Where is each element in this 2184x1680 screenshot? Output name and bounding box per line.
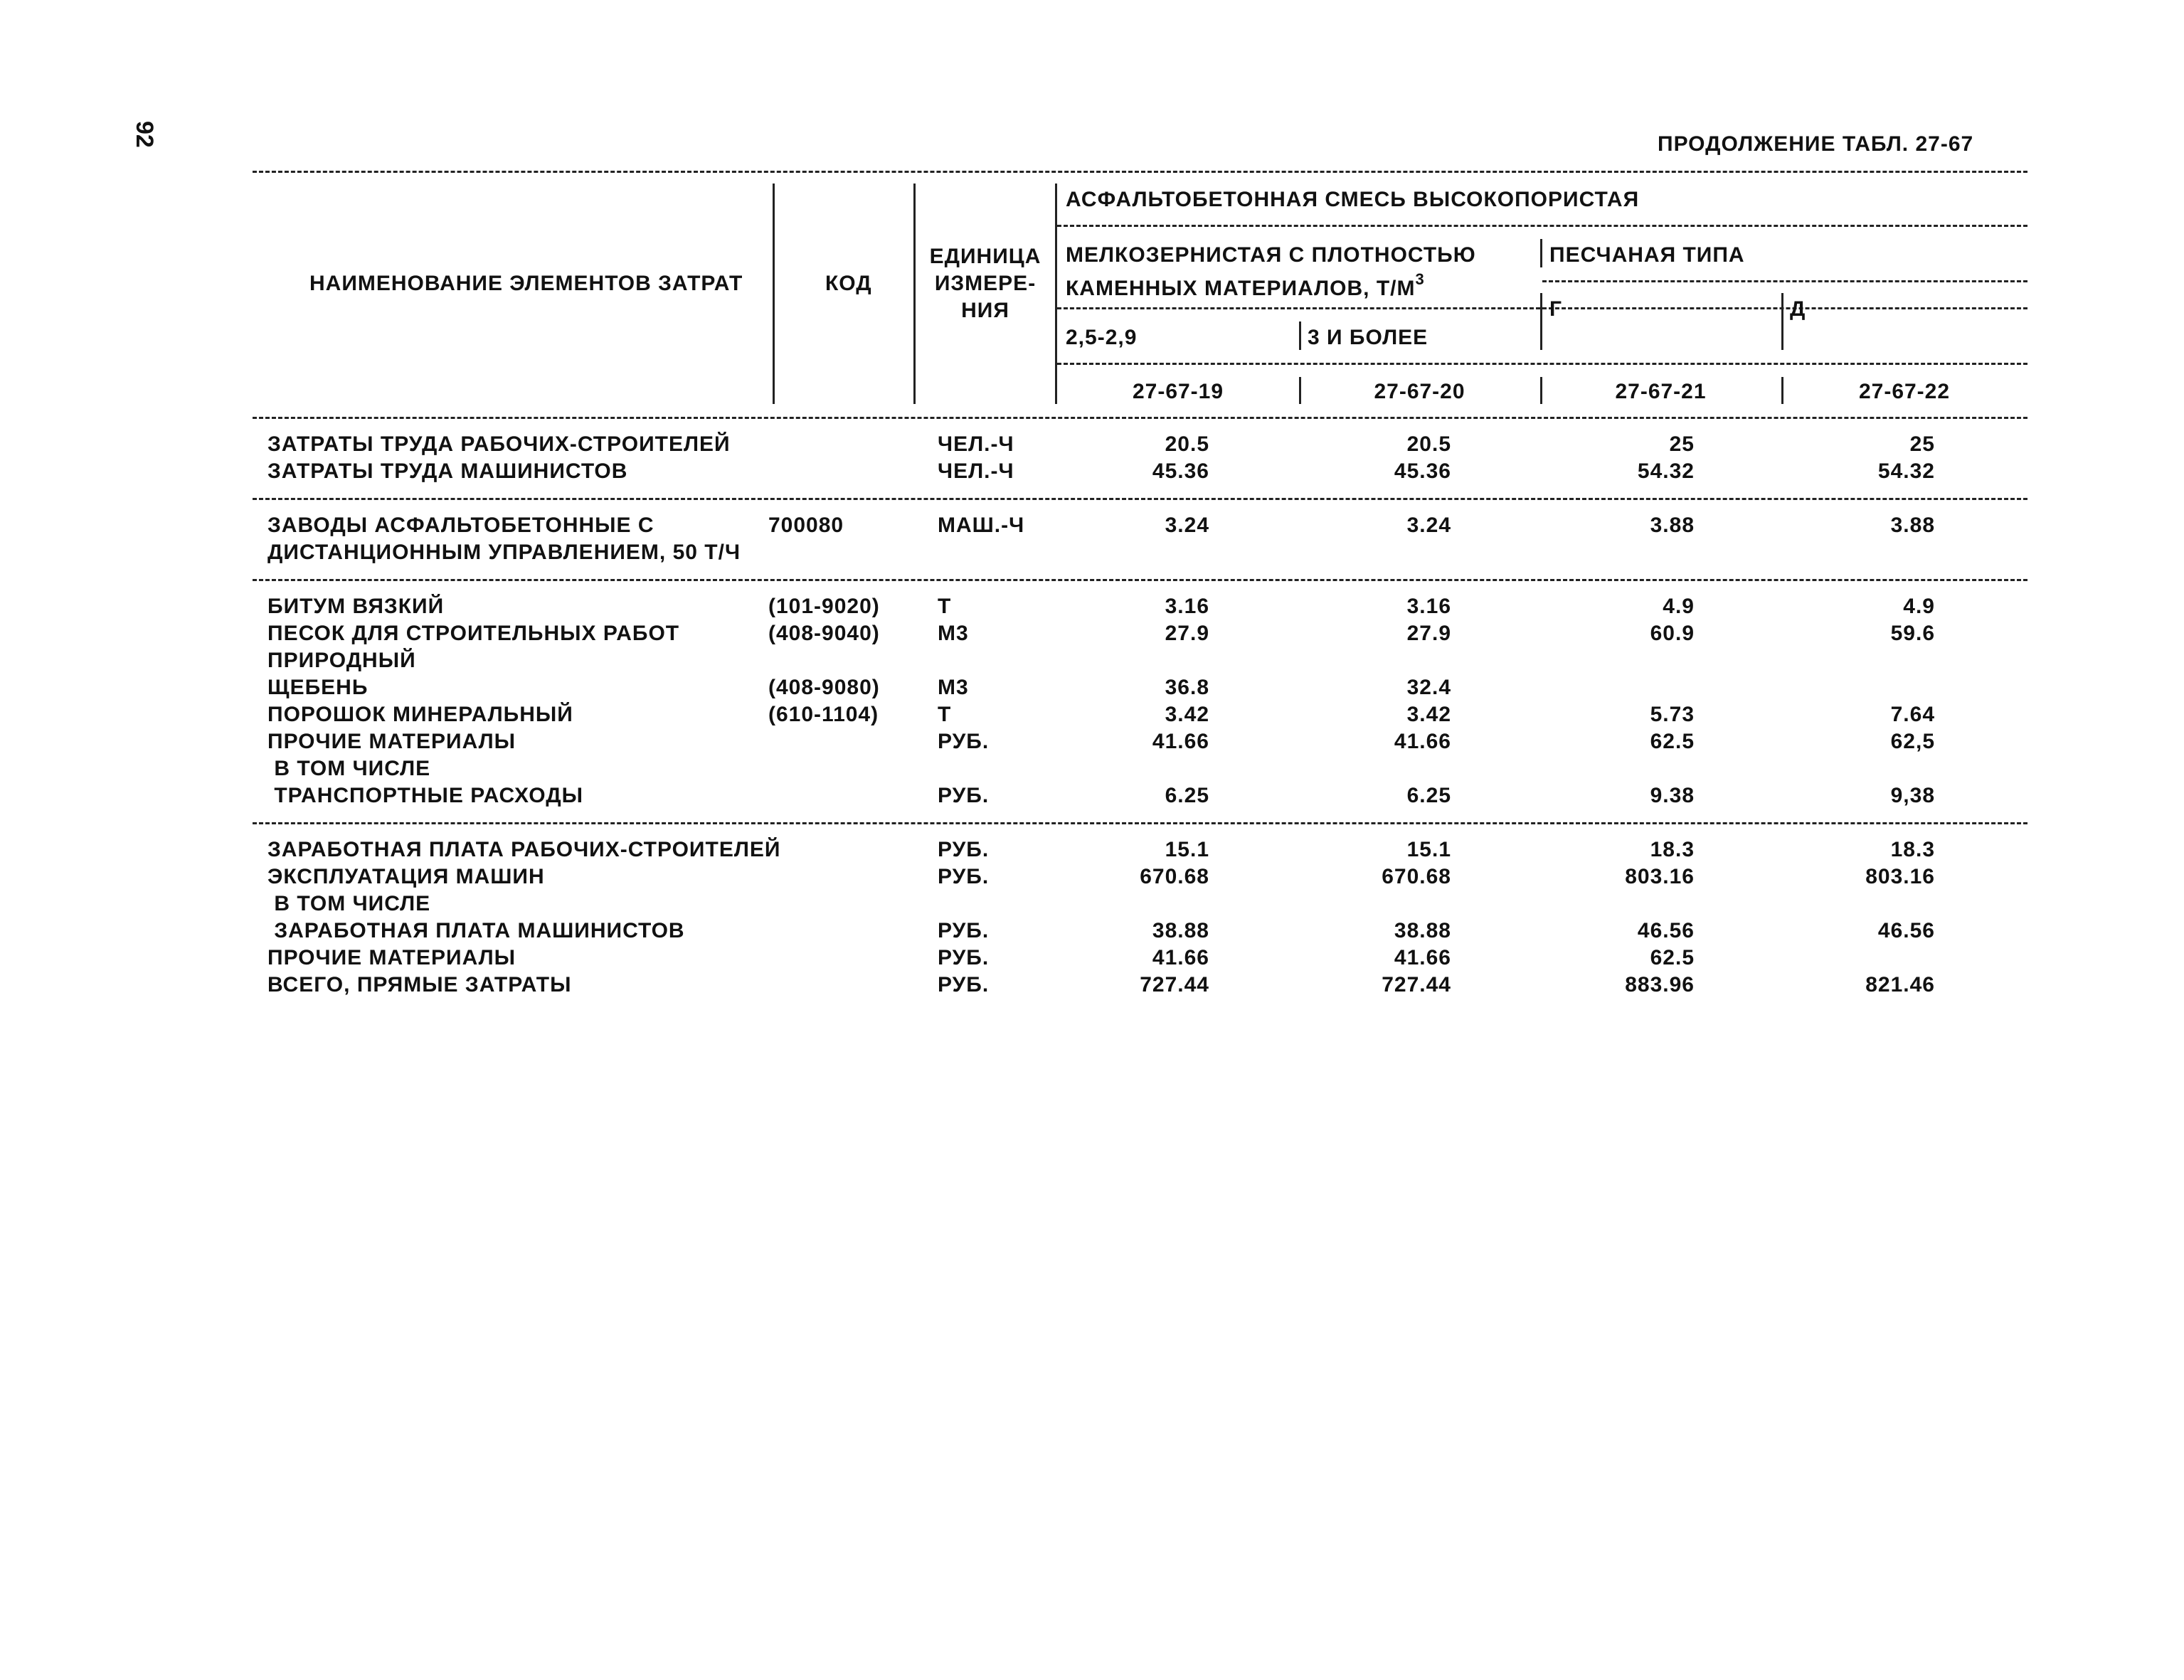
- value-cell: 18.3: [1650, 838, 1695, 861]
- cost-element-unit: РУБ.: [938, 919, 990, 942]
- cost-element-unit: Т: [938, 595, 952, 618]
- cost-element-name: БИТУМ ВЯЗКИЙ: [267, 595, 445, 618]
- value-cell: 4.9: [1663, 595, 1695, 618]
- header-name-column: НАИМЕНОВАНИЕ ЭЛЕМЕНТОВ ЗАТРАТ: [309, 272, 743, 295]
- value-cell: 821.46: [1865, 973, 1935, 996]
- header-separator: [1540, 239, 1542, 267]
- value-cell: 670.68: [1382, 865, 1451, 888]
- header-unit-line2: ИЗМЕРЕ-: [934, 272, 1037, 295]
- header-unit-line1: ЕДИНИЦА: [929, 245, 1041, 268]
- cost-element-name: В ТОМ ЧИСЛЕ: [267, 757, 431, 780]
- cost-element-name: ПРОЧИЕ МАТЕРИАЛЫ: [267, 730, 516, 753]
- value-cell: 45.36: [1152, 459, 1209, 483]
- value-cell: 54.32: [1637, 459, 1695, 483]
- value-cell: 59.6: [1890, 622, 1935, 645]
- header-unit-line3: НИЯ: [961, 299, 1009, 322]
- value-cell: 27.9: [1406, 622, 1451, 645]
- value-cell: 4.9: [1903, 595, 1935, 618]
- header-separator: [1781, 293, 1783, 350]
- value-cell: 15.1: [1165, 838, 1209, 861]
- value-cell: 38.88: [1394, 919, 1451, 942]
- value-cell: 54.32: [1877, 459, 1935, 483]
- value-cell: 3.16: [1165, 595, 1209, 618]
- header-code-column: КОД: [825, 272, 872, 295]
- cost-element-name: ЗАТРАТЫ ТРУДА МАШИНИСТОВ: [267, 459, 628, 483]
- value-cell: 25: [1909, 432, 1935, 456]
- value-cell: 3.24: [1165, 514, 1209, 537]
- cost-element-unit: РУБ.: [938, 946, 990, 969]
- cost-element-name: ПОРОШОК МИНЕРАЛЬНЫЙ: [267, 703, 573, 726]
- header-rule: [1542, 280, 2027, 282]
- cost-element-unit: МАШ.-Ч: [938, 514, 1025, 537]
- header-code-20: 27-67-20: [1374, 380, 1465, 403]
- value-cell: 20.5: [1165, 432, 1209, 456]
- value-cell: 9.38: [1650, 784, 1695, 807]
- cost-element-name: ЭКСПЛУАТАЦИЯ МАШИН: [267, 865, 545, 888]
- cost-element-name: ПРОЧИЕ МАТЕРИАЛЫ: [267, 946, 516, 969]
- value-cell: 18.3: [1890, 838, 1935, 861]
- cost-element-code: (101-9020): [768, 595, 880, 618]
- cost-element-name: ДИСТАНЦИОННЫМ УПРАВЛЕНИЕМ, 50 Т/Ч: [267, 541, 741, 564]
- header-code-19: 27-67-19: [1132, 380, 1224, 403]
- value-cell: 25: [1669, 432, 1695, 456]
- value-cell: 3.42: [1406, 703, 1451, 726]
- value-cell: 670.68: [1140, 865, 1209, 888]
- header-fine-line1: МЕЛКОЗЕРНИСТАЯ С ПЛОТНОСТЬЮ: [1066, 243, 1476, 267]
- value-cell: 41.66: [1394, 946, 1451, 969]
- value-cell: 60.9: [1650, 622, 1695, 645]
- value-cell: 3.24: [1406, 514, 1451, 537]
- header-rule: [1057, 307, 1540, 309]
- value-cell: 5.73: [1650, 703, 1695, 726]
- cost-element-name: ЗАТРАТЫ ТРУДА РАБОЧИХ-СТРОИТЕЛЕЙ: [267, 432, 731, 456]
- cost-element-unit: РУБ.: [938, 973, 990, 996]
- header-sub-b: 3 И БОЛЕЕ: [1308, 326, 1428, 349]
- header-rule: [1542, 307, 2027, 309]
- value-cell: 46.56: [1877, 919, 1935, 942]
- value-cell: 45.36: [1394, 459, 1451, 483]
- header-sub-d: Д: [1790, 297, 1806, 321]
- cost-element-unit: М3: [938, 676, 969, 699]
- value-cell: 6.25: [1165, 784, 1209, 807]
- cost-element-name: ПЕСОК ДЛЯ СТРОИТЕЛЬНЫХ РАБОТ: [267, 622, 680, 645]
- value-cell: 727.44: [1382, 973, 1451, 996]
- value-cell: 41.66: [1152, 946, 1209, 969]
- value-cell: 883.96: [1625, 973, 1695, 996]
- value-cell: 27.9: [1165, 622, 1209, 645]
- value-cell: 41.66: [1152, 730, 1209, 753]
- cost-element-code: (610-1104): [768, 703, 879, 726]
- section-rule: [253, 498, 2027, 500]
- header-code-21: 27-67-21: [1615, 380, 1707, 403]
- header-rule: [1057, 363, 2027, 365]
- cost-element-name: ЩЕБЕНЬ: [267, 676, 369, 699]
- header-sub-a: 2,5-2,9: [1066, 326, 1138, 349]
- cost-element-unit: Т: [938, 703, 952, 726]
- value-cell: 38.88: [1152, 919, 1209, 942]
- value-cell: 62,5: [1890, 730, 1935, 753]
- header-separator: [1299, 321, 1301, 350]
- header-mix-title: АСФАЛЬТОБЕТОННАЯ СМЕСЬ ВЫСОКОПОРИСТАЯ: [1066, 188, 1640, 211]
- cost-element-unit: М3: [938, 622, 969, 645]
- value-cell: 3.42: [1165, 703, 1209, 726]
- cost-element-code: (408-9080): [768, 676, 880, 699]
- value-cell: 6.25: [1406, 784, 1451, 807]
- cost-element-unit: ЧЕЛ.-Ч: [938, 459, 1014, 483]
- value-cell: 727.44: [1140, 973, 1209, 996]
- value-cell: 803.16: [1865, 865, 1935, 888]
- cost-element-name: ЗАРАБОТНАЯ ПЛАТА РАБОЧИХ-СТРОИТЕЛЕЙ: [267, 838, 781, 861]
- header-sub-c: Г: [1549, 297, 1563, 321]
- table-caption: ПРОДОЛЖЕНИЕ ТАБЛ. 27-67: [1658, 132, 1974, 156]
- section-rule: [253, 579, 2027, 581]
- cost-element-unit: РУБ.: [938, 784, 990, 807]
- header-separator: [913, 184, 916, 404]
- header-separator: [773, 184, 775, 404]
- value-cell: 3.88: [1650, 514, 1695, 537]
- header-rule: [1057, 225, 2027, 227]
- value-cell: 62.5: [1650, 946, 1695, 969]
- value-cell: 7.64: [1890, 703, 1935, 726]
- cost-element-name: ЗАРАБОТНАЯ ПЛАТА МАШИНИСТОВ: [267, 919, 685, 942]
- cost-element-unit: ЧЕЛ.-Ч: [938, 432, 1014, 456]
- top-rule: [253, 171, 2027, 173]
- value-cell: 9,38: [1890, 784, 1935, 807]
- cost-element-unit: РУБ.: [938, 730, 990, 753]
- value-cell: 20.5: [1406, 432, 1451, 456]
- value-cell: 803.16: [1625, 865, 1695, 888]
- cost-element-name: В ТОМ ЧИСЛЕ: [267, 892, 431, 915]
- cost-element-name: ВСЕГО, ПРЯМЫЕ ЗАТРАТЫ: [267, 973, 572, 996]
- header-fine-line2: КАМЕННЫХ МАТЕРИАЛОВ, $Т/М^3$: [1066, 270, 1425, 300]
- header-code-22: 27-67-22: [1858, 380, 1951, 403]
- cost-element-name: ТРАНСПОРТНЫЕ РАСХОДЫ: [267, 784, 583, 807]
- header-separator: [1055, 184, 1057, 404]
- header-bottom-rule: [253, 417, 2027, 419]
- section-rule: [253, 822, 2027, 824]
- cost-element-unit: РУБ.: [938, 838, 990, 861]
- cost-element-name: ЗАВОДЫ АСФАЛЬТОБЕТОННЫЕ С: [267, 514, 654, 537]
- value-cell: 3.16: [1406, 595, 1451, 618]
- cost-element-code: 700080: [768, 514, 844, 537]
- header-separator: [1540, 293, 1542, 350]
- value-cell: 3.88: [1890, 514, 1935, 537]
- value-cell: 46.56: [1637, 919, 1695, 942]
- value-cell: 32.4: [1406, 676, 1451, 699]
- cost-element-unit: РУБ.: [938, 865, 990, 888]
- cost-element-code: (408-9040): [768, 622, 880, 645]
- page-number: 92: [131, 121, 158, 148]
- value-cell: 15.1: [1406, 838, 1451, 861]
- cost-element-name: ПРИРОДНЫЙ: [267, 649, 416, 672]
- value-cell: 36.8: [1165, 676, 1209, 699]
- value-cell: 41.66: [1394, 730, 1451, 753]
- value-cell: 62.5: [1650, 730, 1695, 753]
- header-sand-title: ПЕСЧАНАЯ ТИПА: [1549, 243, 1745, 267]
